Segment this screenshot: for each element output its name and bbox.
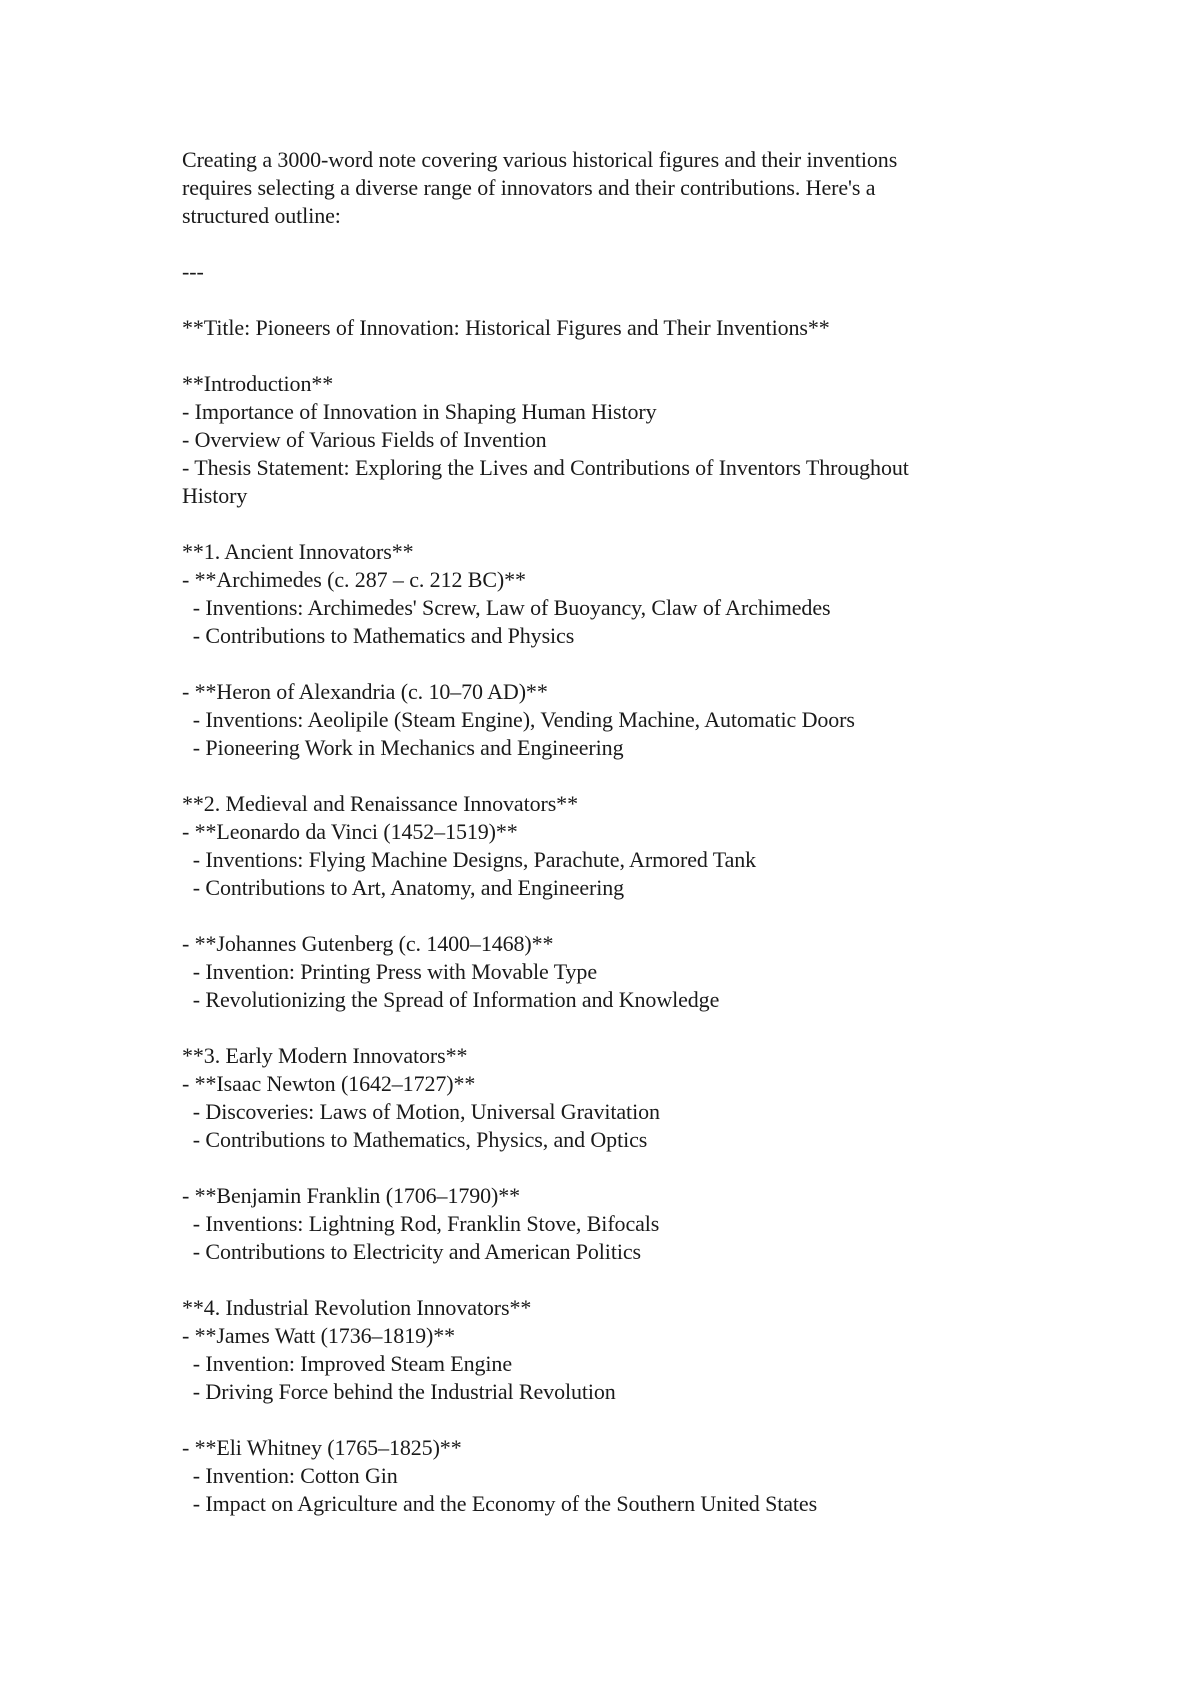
- section-heading: **3. Early Modern Innovators**: [182, 1043, 468, 1068]
- person-detail: - Revolutionizing the Spread of Information and Knowledge: [182, 987, 720, 1012]
- section-heading: **4. Industrial Revolution Innovators**: [182, 1295, 532, 1320]
- person-name: - **Isaac Newton (1642–1727)**: [182, 1071, 476, 1096]
- introduction-item-continued: History: [182, 483, 248, 508]
- blank-line: [182, 286, 1022, 314]
- person-detail: - Contributions to Mathematics and Physics: [182, 623, 575, 648]
- introduction-item: - Thesis Statement: Exploring the Lives and Contributions of Inventors Throughout: [182, 455, 909, 480]
- introduction-heading: **Introduction**: [182, 371, 334, 396]
- section-heading: **1. Ancient Innovators**: [182, 539, 414, 564]
- blank-line: [182, 650, 1022, 678]
- blank-line: [182, 230, 1022, 258]
- person-detail: - Inventions: Lightning Rod, Franklin Stove, Bifocals: [182, 1211, 660, 1236]
- blank-line: [182, 1266, 1022, 1294]
- person-name: - **Archimedes (c. 287 – c. 212 BC)**: [182, 567, 526, 592]
- intro-line-1: Creating a 3000-word note covering various historical figures and their inventions: [182, 147, 898, 172]
- blank-line: [182, 510, 1022, 538]
- person-detail: - Driving Force behind the Industrial Revolution: [182, 1379, 616, 1404]
- person-detail: - Invention: Cotton Gin: [182, 1463, 398, 1488]
- introduction-item: - Overview of Various Fields of Invention: [182, 427, 547, 452]
- document-title: **Title: Pioneers of Innovation: Historical Figures and Their Inventions**: [182, 315, 830, 340]
- document-body: [182, 146, 1022, 1518]
- section-heading: **2. Medieval and Renaissance Innovators**: [182, 791, 578, 816]
- person-detail: - Inventions: Aeolipile (Steam Engine), Vending Machine, Automatic Doors: [182, 707, 855, 732]
- blank-line: [182, 1154, 1022, 1182]
- blank-line: [182, 342, 1022, 370]
- person-name: - **Leonardo da Vinci (1452–1519)**: [182, 819, 518, 844]
- person-name: - **Eli Whitney (1765–1825)**: [182, 1435, 462, 1460]
- person-name: - **James Watt (1736–1819)**: [182, 1323, 456, 1348]
- person-name: - **Benjamin Franklin (1706–1790)**: [182, 1183, 521, 1208]
- person-detail: - Inventions: Flying Machine Designs, Parachute, Armored Tank: [182, 847, 757, 872]
- introduction-item: - Importance of Innovation in Shaping Human History: [182, 399, 657, 424]
- person-detail: - Contributions to Mathematics, Physics, and Optics: [182, 1127, 648, 1152]
- person-detail: - Impact on Agriculture and the Economy of the Southern United States: [182, 1491, 818, 1516]
- person-name: - **Johannes Gutenberg (c. 1400–1468)**: [182, 931, 554, 956]
- person-detail: - Discoveries: Laws of Motion, Universal Gravitation: [182, 1099, 660, 1124]
- blank-line: [182, 1406, 1022, 1434]
- person-detail: - Invention: Printing Press with Movable Type: [182, 959, 597, 984]
- person-detail: - Contributions to Electricity and American Politics: [182, 1239, 641, 1264]
- person-detail: - Pioneering Work in Mechanics and Engineering: [182, 735, 624, 760]
- intro-line-2: requires selecting a diverse range of innovators and their contributions. Here's a: [182, 175, 876, 200]
- blank-line: [182, 1014, 1022, 1042]
- person-detail: - Contributions to Art, Anatomy, and Engineering: [182, 875, 625, 900]
- person-detail: - Invention: Improved Steam Engine: [182, 1351, 512, 1376]
- separator: ---: [182, 259, 204, 284]
- intro-line-3: structured outline:: [182, 203, 341, 228]
- blank-line: [182, 902, 1022, 930]
- person-detail: - Inventions: Archimedes' Screw, Law of Buoyancy, Claw of Archimedes: [182, 595, 831, 620]
- person-name: - **Heron of Alexandria (c. 10–70 AD)**: [182, 679, 548, 704]
- blank-line: [182, 762, 1022, 790]
